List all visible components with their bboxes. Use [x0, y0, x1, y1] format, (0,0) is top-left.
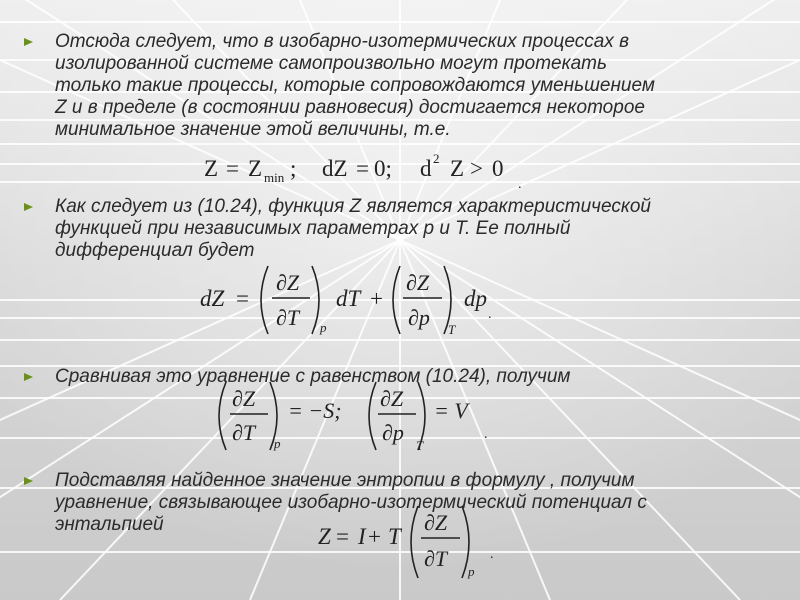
paragraph-1: Отсюда следует, что в изобарно-изотермических процессах в изолированной системе самопроизвольно могут протекать только такие процессы, которые сопровождаются уменьшением Z и в пределе (в состоянии равновесия) достигается некоторое минимальное значение этой величины, т.е.	[55, 31, 655, 140]
svg-text:=: =	[226, 156, 239, 181]
svg-text:dZ: dZ	[200, 286, 225, 311]
formula-z-enthalpy	[314, 500, 514, 586]
svg-text:min: min	[264, 170, 285, 185]
svg-text:dZ: dZ	[322, 156, 348, 181]
svg-text:2: 2	[433, 151, 440, 166]
svg-text:d: d	[420, 156, 432, 181]
svg-text:∂T: ∂T	[424, 546, 448, 571]
svg-text:∂Z: ∂Z	[232, 386, 256, 411]
svg-text:∂Z: ∂Z	[424, 510, 448, 535]
svg-text:Z: Z	[248, 156, 263, 181]
svg-text:∂T: ∂T	[232, 420, 256, 445]
paragraph-2: Как следует из (10.24), функция Z является характеристической функцией при независимых параметрах p и T. Ее полный дифференциал будет	[55, 196, 651, 261]
paragraph-3: Сравнивая это уравнение с равенством (10.24), получим	[55, 366, 571, 387]
formula-partial-derivatives	[208, 376, 498, 458]
paragraph-4: Подставляя найденное значение энтропии в формулу , получим уравнение, связывающее изобарно-изотермический потенциал с энтальпией	[55, 470, 647, 535]
svg-text:>: >	[470, 156, 483, 181]
svg-text:T: T	[416, 438, 424, 453]
svg-text:dp: dp	[464, 286, 487, 311]
svg-text:0;: 0;	[374, 156, 392, 181]
svg-text:.: .	[484, 427, 488, 442]
svg-text:∂p: ∂p	[408, 305, 430, 330]
svg-text:Z: Z	[204, 156, 219, 181]
bullet-arrow-icon	[24, 373, 33, 381]
svg-text:+: +	[368, 524, 381, 549]
svg-text:Z: Z	[318, 524, 331, 549]
bullet-arrow-icon	[24, 477, 33, 485]
bullet-arrow-icon	[24, 38, 33, 46]
svg-text:;: ;	[290, 156, 297, 181]
svg-text:p: p	[468, 564, 475, 579]
formula-total-differential	[196, 258, 506, 344]
svg-text:∂Z: ∂Z	[276, 270, 300, 295]
svg-text:∂Z: ∂Z	[406, 270, 430, 295]
svg-text:= −S;: = −S;	[288, 398, 342, 423]
svg-text:T: T	[448, 322, 456, 337]
svg-text:T: T	[388, 524, 401, 549]
svg-text:=: =	[236, 286, 249, 311]
svg-text:.: .	[518, 177, 522, 192]
svg-text:0: 0	[492, 156, 504, 181]
svg-text:= V: = V	[434, 398, 468, 423]
svg-text:∂p: ∂p	[382, 420, 404, 445]
svg-text:Z: Z	[450, 156, 465, 181]
svg-text:∂Z: ∂Z	[380, 386, 404, 411]
svg-text:I: I	[358, 524, 366, 549]
svg-text:dT: dT	[336, 286, 361, 311]
svg-text:p: p	[274, 436, 281, 451]
formula-z-min	[198, 148, 538, 194]
svg-text:=: =	[336, 524, 349, 549]
svg-text:=: =	[356, 156, 369, 181]
svg-text:.: .	[490, 547, 494, 562]
svg-text:.: .	[488, 307, 492, 322]
bullet-arrow-icon	[24, 203, 33, 211]
svg-text:p: p	[320, 320, 327, 335]
svg-text:∂T: ∂T	[276, 305, 300, 330]
svg-text:+: +	[370, 286, 383, 311]
